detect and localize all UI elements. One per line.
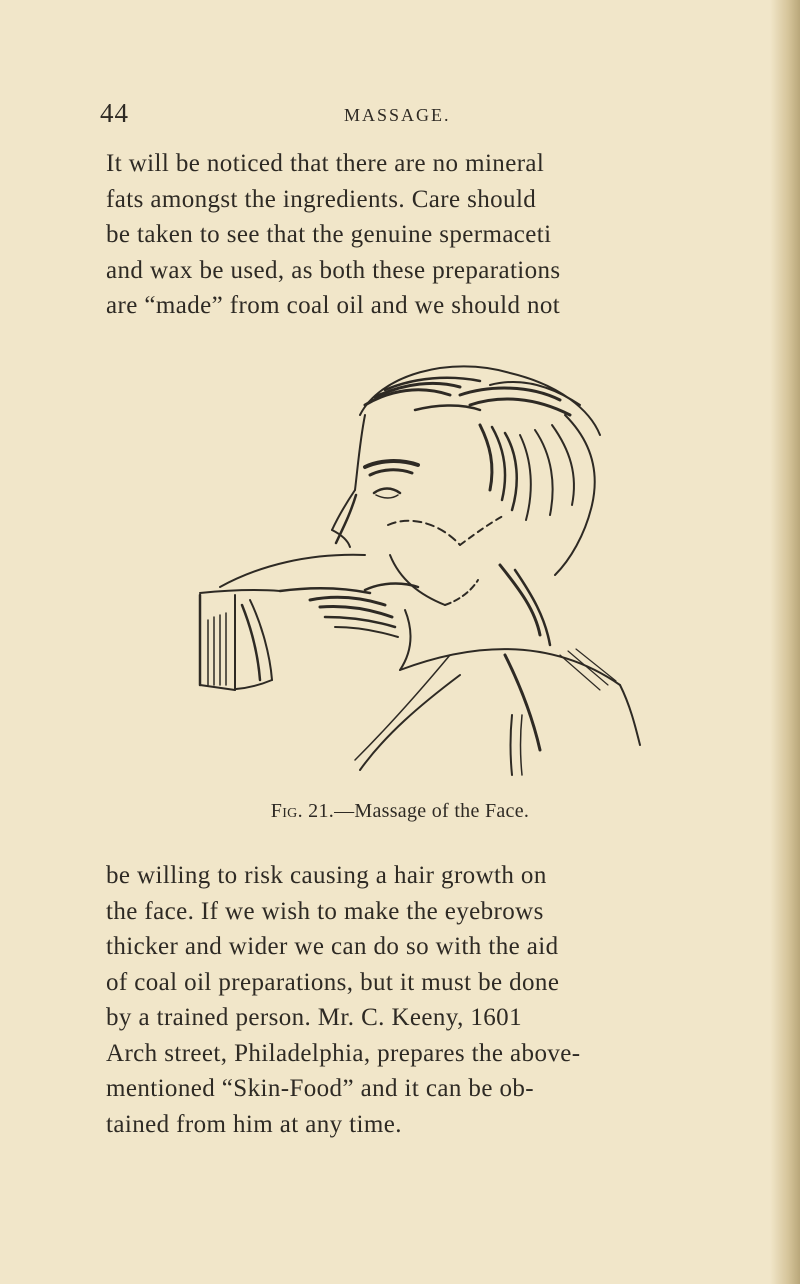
- text-line: of coal oil preparations, but it must be done: [106, 968, 560, 996]
- text-line: fats amongst the ingredients. Care should: [106, 185, 537, 213]
- page-edge-shadow: [770, 0, 800, 1284]
- figure-illustration-face-massage: [160, 355, 650, 785]
- running-title: MASSAGE.: [344, 105, 451, 125]
- text-line: Arch street, Philadelphia, prepares the above-: [106, 1039, 581, 1067]
- text-line: mentioned “Skin-Food” and it can be ob-: [106, 1075, 535, 1102]
- paragraph-bottom: [106, 858, 726, 1142]
- figure-caption: [0, 800, 800, 823]
- face-massage-engraving: [160, 355, 650, 785]
- text-line: be willing to risk causing a hair growth on: [106, 862, 547, 889]
- figure-title: —Massage of the Face.: [334, 800, 530, 822]
- text-line: and wax be used, as both these preparations: [106, 256, 561, 284]
- text-line: It will be noticed that there are no mineral: [106, 150, 545, 177]
- figure-number: Fig. 21.: [270, 800, 335, 822]
- paragraph-top: [106, 146, 726, 324]
- text-line: be taken to see that the genuine spermaceti: [106, 221, 552, 248]
- page-number: 44: [100, 98, 129, 128]
- text-line: tained from him at any time.: [106, 1110, 402, 1138]
- text-line: are “made” from coal oil and we should not: [106, 292, 561, 319]
- text-line: the face. If we wish to make the eyebrows: [106, 897, 544, 925]
- text-line: by a trained person. Mr. C. Keeny, 1601: [106, 1004, 522, 1031]
- text-line: thicker and wider we can do so with the aid: [106, 933, 559, 960]
